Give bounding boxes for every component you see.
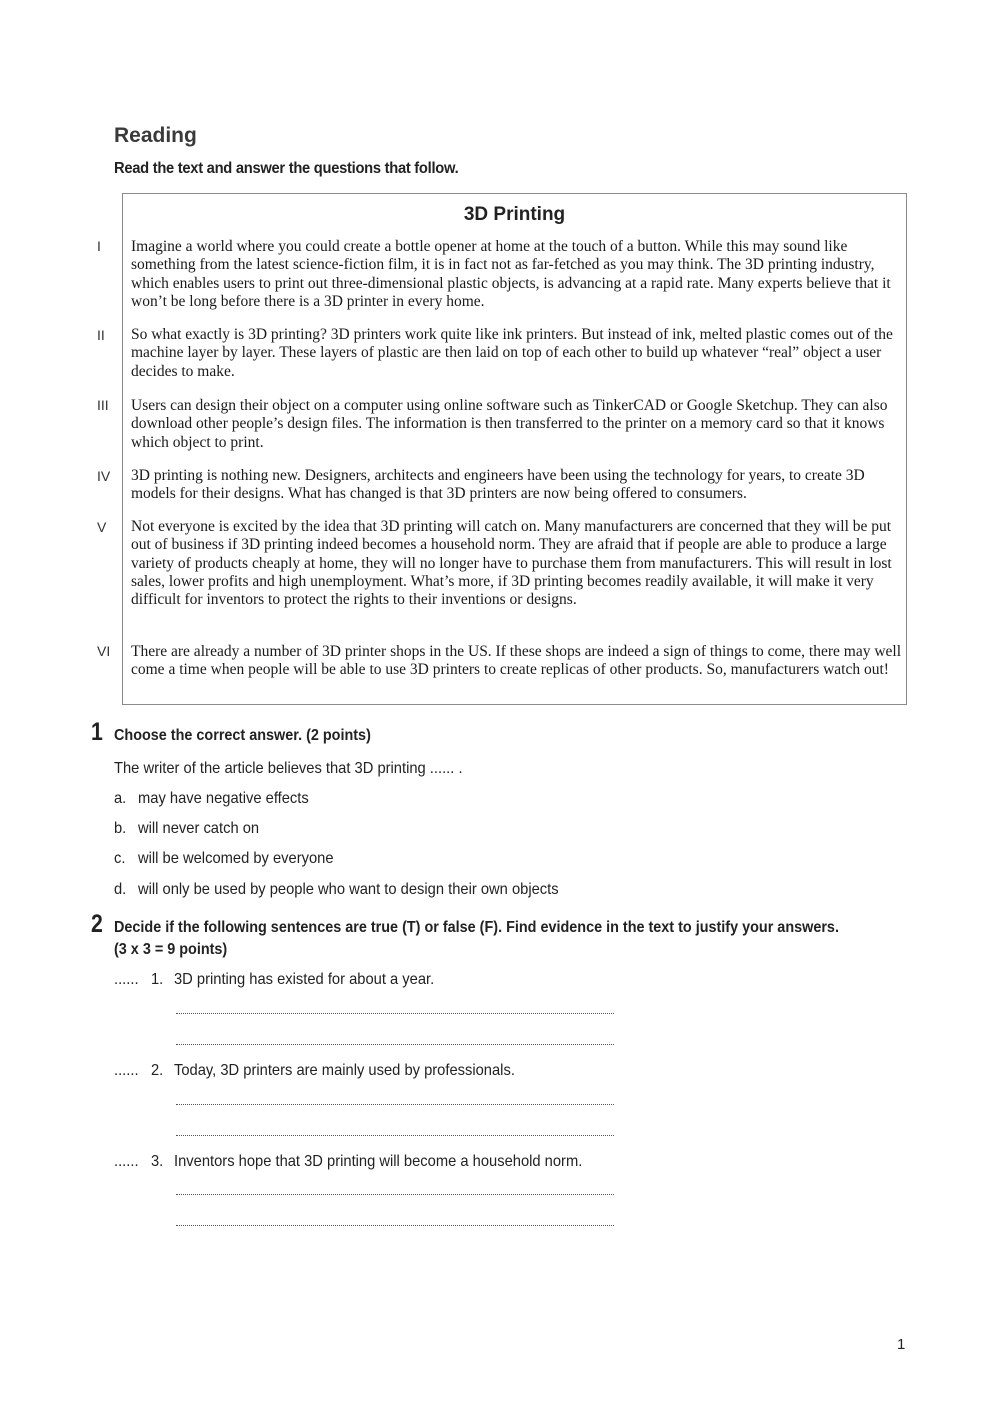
page-number: 1	[897, 1336, 906, 1353]
statement-1-text: 3D printing has existed for about a year.	[174, 971, 435, 988]
option-b-text[interactable]: will never catch on	[138, 820, 260, 837]
question-1-title: Choose the correct answer. (2 points)	[114, 727, 371, 744]
paragraph-number-4: IV	[97, 468, 111, 484]
option-c-letter: c.	[114, 850, 126, 867]
paragraph-number-6: VI	[97, 643, 111, 659]
statement-2-text: Today, 3D printers are mainly used by professionals.	[174, 1062, 515, 1079]
option-b-letter: b.	[114, 820, 127, 837]
section-heading: Reading	[114, 124, 197, 147]
option-a-letter: a.	[114, 790, 127, 807]
option-d-letter: d.	[114, 881, 127, 898]
statement-2-number: 2.	[151, 1062, 164, 1079]
question-2-number: 2	[91, 910, 103, 938]
paragraph-6: There are already a number of 3D printer shops in the US. If these shops are indeed a sign of things to come, there may well come a time when people will be able to use 3D printers to create replicas of other products. So, manufacturers watch out!	[131, 643, 902, 679]
statement-1-number: 1.	[151, 971, 164, 988]
option-d-text[interactable]: will only be used by people who want to design their own objects	[138, 881, 559, 898]
paragraph-4: 3D printing is nothing new. Designers, architects and engineers have been using the technology for years, to create 3D models for their designs. What has changed is that 3D printers are now being offered to consumers.	[131, 467, 865, 503]
evidence-line-2a[interactable]	[176, 1104, 614, 1105]
question-2-title: Decide if the following sentences are true (T) or false (F). Find evidence in the text to justify your answers.	[114, 919, 839, 936]
answer-blank-3[interactable]: ......	[114, 1153, 139, 1170]
paragraph-number-2: II	[97, 327, 105, 343]
option-c-text[interactable]: will be welcomed by everyone	[138, 850, 334, 867]
question-1-number: 1	[91, 718, 103, 746]
option-a-text[interactable]: may have negative effects	[138, 790, 309, 807]
paragraph-3: Users can design their object on a computer using online software such as TinkerCAD or Google Sketchup. They can also download other people’s design files. The information is then transferred to the printer on a memory card so that it knows which object to print.	[131, 397, 888, 451]
evidence-line-1b[interactable]	[176, 1044, 614, 1045]
question-1-stem: The writer of the article believes that 3D printing ...... .	[114, 760, 463, 777]
paragraph-number-1: I	[97, 238, 101, 254]
statement-3-number: 3.	[151, 1153, 164, 1170]
evidence-line-3b[interactable]	[176, 1225, 614, 1226]
paragraph-1: Imagine a world where you could create a bottle opener at home at the touch of a button. While this may sound like something from the latest science-fiction film, it is in fact not as far-fetched as you may think. The 3D printing industry, which enables users to print out three-dimensional plastic objects, is advancing at a rapid rate. Many experts believe that it won’t be long before there is a 3D printer in every home.	[131, 238, 891, 310]
evidence-line-3a[interactable]	[176, 1194, 614, 1195]
article-title: 3D Printing	[463, 204, 566, 225]
answer-blank-2[interactable]: ......	[114, 1062, 139, 1079]
evidence-line-1a[interactable]	[176, 1013, 614, 1014]
answer-blank-1[interactable]: ......	[114, 971, 139, 988]
paragraph-number-5: V	[97, 519, 107, 535]
reading-instruction: Read the text and answer the questions that follow.	[114, 160, 459, 177]
evidence-line-2b[interactable]	[176, 1135, 614, 1136]
paragraph-number-3: III	[97, 397, 109, 413]
question-2-points: (3 x 3 = 9 points)	[114, 941, 228, 958]
paragraph-5: Not everyone is excited by the idea that 3D printing will catch on. Many manufacturers are concerned that they will be put out of business if 3D printing indeed becomes a household norm. They are afraid that if people are able to produce a large variety of products cheaply at home, they will no longer have to purchase them from manufacturers. This will result in lost sales, lower profits and high unemployment. What’s more, if 3D printing becomes readily available, it will make it very difficult for inventors to protect the rights to their inventions or designs.	[131, 518, 892, 609]
statement-3-text: Inventors hope that 3D printing will become a household norm.	[174, 1153, 583, 1170]
paragraph-2: So what exactly is 3D printing? 3D printers work quite like ink printers. But instead of ink, melted plastic comes out of the machine layer by layer. These layers of plastic are then laid on top of each other to build up whatever “real” object a user decides to make.	[131, 326, 893, 380]
